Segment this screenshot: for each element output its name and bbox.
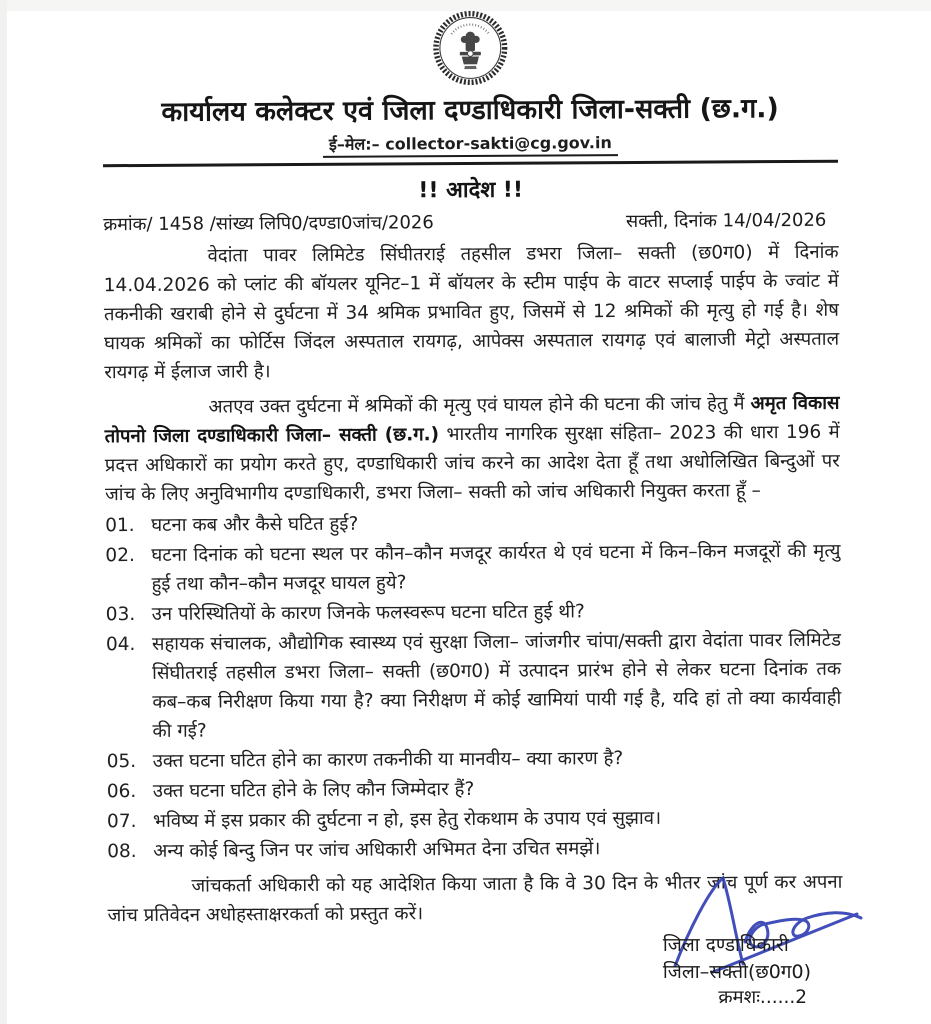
list-item-text: भविष्य में इस प्रकार की दुर्घटना न हो, इस हेतु रोकथाम के उपाय एवं सुझाव। [152,807,662,832]
list-item-text: सहायक संचालक, औद्योगिक स्वास्थ्य एवं सुरक्षा जिला– जांजगीर चांपा/सक्ती द्वारा वेदांता पावर लिमिटेड सिंघीतराई तहसील डभरा जिला– सक्ती (छ0ग0) में उत्पादन प्रारंभ होने से लेकर घटना दिनांक तक कब–कब निरीक्षण किया गया है? क्या निरीक्षण में कोई खामियां पायी गई है, यदि हां तो क्या कार्यवाही की गई? [151,629,842,742]
ashoka-lion-capital-seal-icon [431,8,509,88]
list-item-text: उन परिस्थितियों के कारण जिनके फलस्वरूप घटना घटित हुई थी? [151,601,585,625]
list-item [107,773,842,806]
list-item-text: घटना कब और कैसे घटित हुई? [151,513,359,536]
closing-instruction-paragraph: जांचकर्ता अधिकारी को यह आदेशित किया जाता है कि वे 30 दिन के भीतर जांच पूर्ण कर अपना जांच प्रतिवेदन अधोहस्ताक्षरकर्ता को प्रस्तुत करें। [107,871,843,927]
list-item [105,537,840,599]
list-item-number: 01. [105,515,135,537]
office-title: कार्यालय कलेक्टर एवं जिला दण्डाधिकारी जिला-सक्ती (छ.ग.) [161,93,779,128]
list-item-number: 02. [105,545,135,567]
list-item-text: उक्त घटना घटित होने का कारण तकनीकी या मानवीय– क्या कारण है? [152,748,624,772]
letterhead-emblem [102,6,837,94]
list-item-number: 05. [106,751,137,773]
signatory-district: जिला–सक्ती(छ0ग0) [662,960,811,983]
list-item [106,596,841,629]
paragraph2-post: भारतीय नागरिक सुरक्षा संहिता– 2023 की धारा 196 में प्रदत्त अधिकारों का प्रयोग करते हुए, दण्डाधिकारी जांच करने का आदेश देता हूँ तथा अधोलिखित बिन्दुओं पर जांच के लिए अनुविभागीय दण्डाधिकारी, डभरा जिला– सक्ती को जांच अधिकारी नियुक्त करता हूँ – [104,421,840,506]
list-item-number: 04. [105,634,136,656]
list-item-text: उक्त घटना घटित होने के लिए कौन जिम्मेदार हैं? [152,778,475,802]
list-item-number: 03. [105,604,136,626]
signature-block [663,932,811,1012]
list-item [107,833,842,866]
place-and-date: सक्ती, दिनांक 14/04/2026 [625,209,827,233]
list-item [106,626,842,746]
signatory-designation: जिला दण्डाधिकारी [662,934,789,956]
paragraph2-pre: अतएव उक्त दुर्घटना में श्रमिकों की मृत्यु एवं घायल होने की घटना की जांच हेतु मैं [208,393,751,418]
list-item [107,803,842,836]
order-authority-paragraph [104,389,840,509]
inquiry-points-list [105,507,842,866]
header-divider-rule [103,160,838,167]
magistrate-name: अमृत विकास तोपनो जिला दण्डाधिकारी जिला– सक्ती (छ.ग.) [104,392,840,448]
list-item-number: 06. [106,781,137,803]
list-item-text: घटना दिनांक को घटना स्थल पर कौन–कौन मजदूर कार्यरत थे एवं घटना में किन–किन मजदूरों की मृत्यु हुई तथा कौन–कौन मजदूर घायल हुये? [151,540,841,595]
order-heading: !! आदेश !! [418,177,524,204]
reference-number: क्रमांक/ 1458 /सांख्य लिपि0/दण्डा0जांच/2026 [103,212,434,236]
list-item [105,507,840,540]
email-label: ई–मेल:– [328,134,380,154]
email-line [103,130,838,159]
list-item-number: 07. [106,811,137,833]
list-item-text: अन्य कोई बिन्दु जिन पर जांच अधिकारी अभिमत देना उचित समझें। [153,838,601,862]
continuation-marker: क्रमशः......2 [718,987,807,1008]
list-item-number: 08. [107,841,137,863]
list-item [107,743,842,776]
incident-paragraph: वेदांता पावर लिमिटेड सिंघीतराई तहसील डभरा जिला– सक्ती (छ0ग0) में दिनांक 14.04.2026 को प्लांट की बॉयलर यूनिट–1 में बॉयलर के स्टीम पाईप के वाटर सप्लाई पाईप के ज्वांट में तकनीकी खराबी होने से दुर्घटना में 34 श्रमिक प्रभावित हुए, जिसमें से 12 श्रमिकों की मृत्यु हो गई है। शेष घायक श्रमिकों का फोर्टिस जिंदल अस्पताल रायगढ़, आपेक्स अस्पताल रायगढ़ एवं बालाजी मेट्रो अस्पताल रायगढ़ में ईलाज जारी है। [103,241,840,384]
reference-line [103,208,838,236]
email-address: collector-sakti@cg.gov.in [385,133,612,154]
